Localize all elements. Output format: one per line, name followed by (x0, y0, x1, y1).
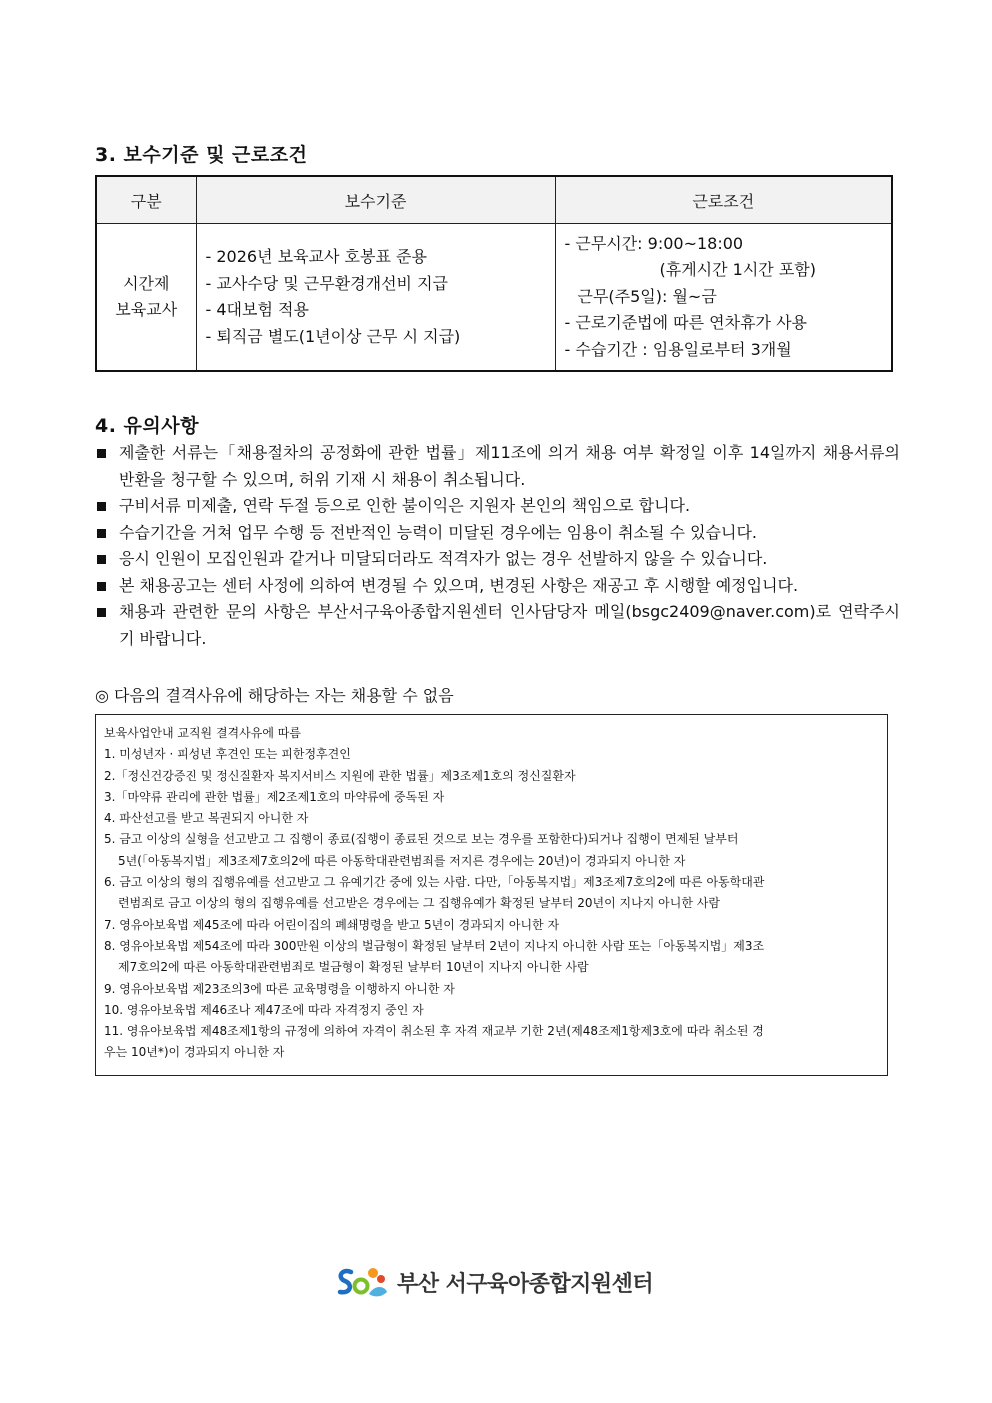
footer-logo (335, 1262, 653, 1302)
section-3-title: 3. 보수기준 및 근로조건 (95, 144, 308, 166)
list-item: - 2026년 보육교사 호봉표 준용 (205, 247, 427, 266)
category-cell (96, 224, 196, 372)
category-line: 보육교사 (115, 300, 178, 319)
list-item: - 근로기준법에 따른 연차휴가 사용 (564, 313, 808, 333)
disqualification-line: 5년(「아동복지법」제3조제7호의2에 따른 아동학대관련범죄를 저지른 경우에는 20년)이 경과되지 아니한 자 (118, 853, 686, 868)
square-bullet-icon (97, 582, 106, 591)
organization-name: 부산 서구육아종합지원센터 (397, 1271, 654, 1297)
square-bullet-icon (97, 529, 106, 538)
disqualification-line: 보육사업안내 교직원 결격사유에 따름 (104, 726, 301, 740)
list-item: 제출한 서류는「채용절차의 공정화에 관한 법률」제11조에 의거 채용 여부 확정일 이후 14일까지 채용서류의 반환을 청구할 수 있으며, 허위 기재 시 채용이 취소됩니다. (95, 440, 900, 493)
disqualification-line: 5. 금고 이상의 실형을 선고받고 그 집행이 종료(집행이 종료된 것으로 보는 경우를 포함한다)되거나 집행이 면제된 날부터 (104, 832, 739, 847)
list-item: 응시 인원이 모집인원과 같거나 미달되더라도 적격자가 없는 경우 선발하지 않을 수 있습니다. (95, 546, 900, 573)
square-bullet-icon (97, 555, 106, 564)
list-item: (휴게시간 1시간 포함) (659, 260, 816, 280)
list-item: - 퇴직금 별도(1년이상 근무 시 지급) (205, 326, 461, 346)
section-4-title: 4. 유의사항 (95, 415, 199, 437)
header-pay-standard: 보수기준 (196, 176, 555, 224)
disqualification-line: 7. 영유아보육법 제45조에 따라 어린이집의 폐쇄명령을 받고 5년이 경과되지 아니한 자 (104, 917, 560, 932)
header-category: 구분 (96, 176, 196, 224)
list-item: - 수습기간 : 임용일로부터 3개월 (564, 339, 792, 359)
disqualification-lead: ◎ 다음의 결격사유에 해당하는 자는 채용할 수 없음 (95, 686, 454, 705)
disqualification-line: 제7호의2에 따른 아동학대관련범죄로 벌금형이 확정된 날부터 10년이 지나지 아니한 사람 (118, 960, 589, 975)
list-item: - 교사수당 및 근무환경개선비 지급 (205, 273, 449, 293)
center-logo-icon (335, 1264, 391, 1300)
notes-list (95, 440, 900, 652)
disqualification-line: 1. 미성년자 · 피성년 후견인 또는 피한정후견인 (104, 747, 351, 762)
table-row (96, 224, 892, 372)
list-item: 수습기간을 거쳐 업무 수행 등 전반적인 능력이 미달된 경우에는 임용이 취소될 수 있습니다. (95, 520, 900, 547)
disqualification-line: 10. 영유아보육법 제46조나 제47조에 따라 자격정지 중인 자 (104, 1002, 424, 1017)
table-header-row (96, 176, 892, 224)
disqualification-line: 4. 파산선고를 받고 복권되지 아니한 자 (104, 811, 309, 826)
header-work-conditions: 근로조건 (555, 176, 892, 224)
list-item: - 근무시간: 9:00~18:00 (564, 233, 744, 253)
list-item: 본 채용공고는 센터 사정에 의하여 변경될 수 있으며, 변경된 사항은 재공고 후 시행할 예정입니다. (95, 573, 900, 600)
list-item: - 4대보험 적용 (205, 300, 309, 319)
list-item: 근무(주5일): 월~금 (577, 286, 717, 306)
pay-list (198, 244, 554, 350)
category-line: 시간제 (123, 274, 170, 293)
disqualification-line: 9. 영유아보육법 제23조의3에 따른 교육명령을 이행하지 아니한 자 (104, 981, 455, 996)
square-bullet-icon (97, 608, 106, 617)
pay-conditions-table (95, 175, 893, 372)
pay-standard-cell (196, 224, 555, 372)
disqualification-line: 8. 영유아보육법 제54조에 따라 300만원 이상의 벌금형이 확정된 날부터 2년이 지나지 아니한 사람 또는「아동복지법」제3조 (104, 938, 765, 953)
conditions-list (557, 231, 891, 364)
disqualification-line: 우는 10년*)이 경과되지 아니한 자 (104, 1045, 285, 1060)
list-item: 구비서류 미제출, 연락 두절 등으로 인한 불이익은 지원자 본인의 책임으로 합니다. (95, 493, 900, 520)
work-conditions-cell (555, 224, 892, 372)
square-bullet-icon (97, 449, 106, 458)
disqualification-line: 11. 영유아보육법 제48조제1항의 규정에 의하여 자격이 취소된 후 자격 재교부 기한 2년(제48조제1항제3호에 따라 취소된 경 (104, 1024, 764, 1039)
disqualification-line: 6. 금고 이상의 형의 집행유예를 선고받고 그 유예기간 중에 있는 사람. 다만,「아동복지법」제3조제7호의2에 따른 아동학대관 (104, 875, 765, 890)
disqualification-line: 3.「마약류 관리에 관한 법률」제2조제1호의 마약류에 중독된 자 (104, 789, 445, 804)
disqualification-line: 2.「정신건강증진 및 정신질환자 복지서비스 지원에 관한 법률」제3조제1호의 정신질환자 (104, 768, 576, 783)
list-item: 채용과 관련한 문의 사항은 부산서구육아종합지원센터 인사담당자 메일(bsgc2409@naver.com)로 연락주시기 바랍니다. (95, 599, 900, 652)
square-bullet-icon (97, 502, 106, 511)
disqualification-box (95, 714, 888, 1076)
disqualification-line: 련범죄로 금고 이상의 형의 집행유예를 선고받은 경우에는 그 집행유예가 확정된 날부터 20년이 지나지 아니한 사람 (118, 896, 720, 911)
